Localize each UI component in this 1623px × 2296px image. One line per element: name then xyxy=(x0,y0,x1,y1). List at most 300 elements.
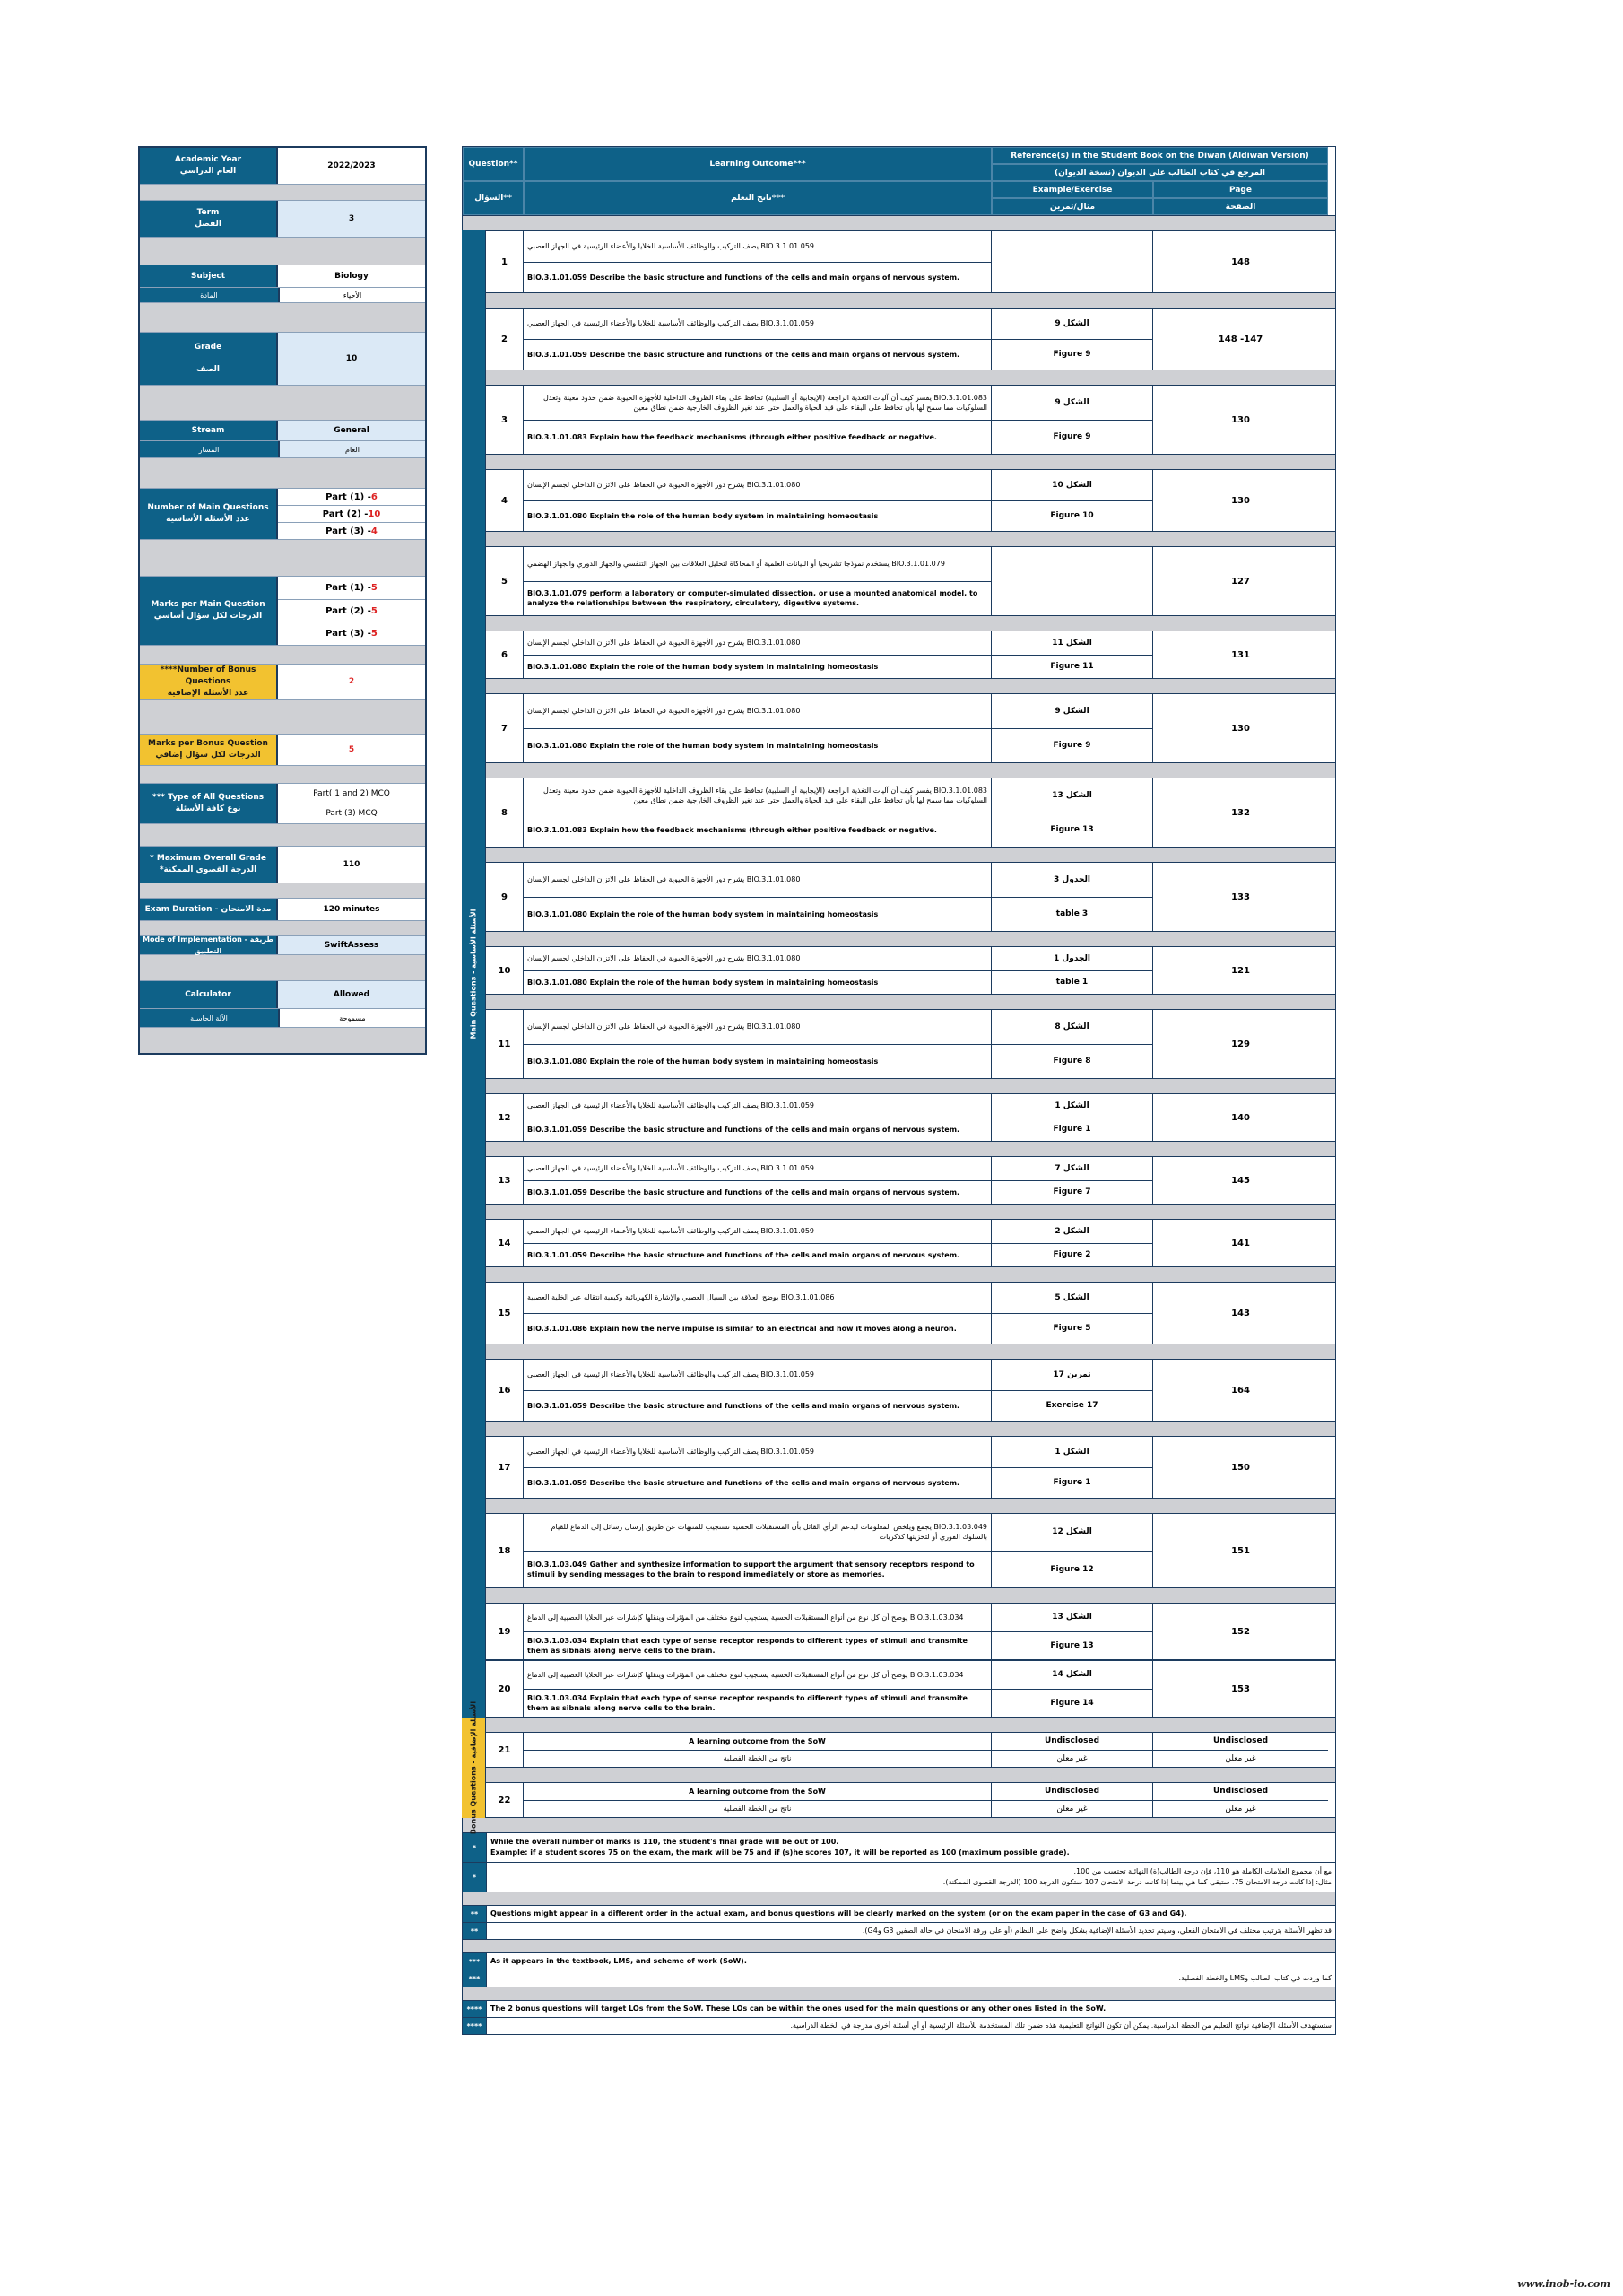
question-number: 19 xyxy=(486,1604,524,1659)
questions-list xyxy=(485,230,1336,1818)
row-spacer xyxy=(485,679,1336,693)
learning-outcome-ar: BIO.3.1.01.059 يصف التركيب والوظائف الأساسية للخلايا والأعضاء الرئيسية في الجهاز العصبي xyxy=(524,1094,991,1118)
learning-outcome-en: BIO.3.1.03.034 Explain that each type of sense receptor responds to different types of stimuli and transmite them as sibnals along nerve cells to the brain. xyxy=(527,1693,968,1712)
max-grade-label-ar: *الدرجة القصوى الممكنة xyxy=(159,865,257,874)
main-questions-part-2: Part (2) - 10 xyxy=(278,506,425,523)
learning-outcome-ar: BIO.3.1.01.059 يصف التركيب والوظائف الأساسية للخلايا والأعضاء الرئيسية في الجهاز العصبي xyxy=(524,1437,991,1468)
learning-outcome-en: BIO.3.1.01.059 Describe the basic structure and functions of the cells and main organs of nervous system. xyxy=(527,1401,960,1410)
page-number: 148 -147 xyxy=(1153,309,1328,370)
calculator-ar-row xyxy=(140,1009,425,1028)
reference-en: Figure 1 xyxy=(1053,1125,1091,1135)
learning-outcome-en: BIO.3.1.01.080 Explain the role of the human body system in maintaining homeostasis xyxy=(527,1057,879,1065)
note-row xyxy=(462,1970,1336,1987)
question-row xyxy=(485,631,1336,679)
note-text xyxy=(487,2018,1335,2034)
question-row xyxy=(485,1436,1336,1499)
reference-ar: الشكل 9 xyxy=(992,694,1152,729)
reference-en: Figure 14 xyxy=(1050,1698,1094,1708)
learning-outcome-ar: BIO.3.1.01.059 يصف التركيب والوظائف الأساسية للخلايا والأعضاء الرئيسية في الجهاز العصبي xyxy=(524,231,991,263)
max-grade-label-en: * Maximum Overall Grade xyxy=(150,854,266,863)
row-spacer xyxy=(485,848,1336,862)
reference-ar: الشكل 8 xyxy=(992,1010,1152,1045)
learning-outcome-ar: BIO.3.1.01.080 يشرح دور الأجهزة الحيوية في الحفاظ على الاتزان الداخلي لجسم الإنسان xyxy=(524,694,991,729)
note-line: As it appears in the textbook, LMS, and scheme of work (SoW). xyxy=(490,1957,747,1965)
header-example-ar: مثال/تمرين xyxy=(992,198,1153,215)
reference-ar: الشكل 11 xyxy=(992,631,1152,656)
term-value: 3 xyxy=(278,201,425,237)
reference-en: Figure 1 xyxy=(1053,1478,1091,1488)
term-label-ar: الفصل xyxy=(195,220,221,229)
exam-info-panel xyxy=(138,146,427,1055)
header-reference-en: Reference(s) in the Student Book on the Diwan (Aldiwan Version) xyxy=(992,147,1328,164)
page-number: 145 xyxy=(1153,1157,1328,1204)
bonus-lo-ar: ناتج من الخطة الفصلية xyxy=(723,1754,792,1763)
note-text xyxy=(487,2001,1335,2017)
question-row xyxy=(485,1603,1336,1660)
bonus-count-row xyxy=(140,665,425,700)
term-row xyxy=(140,201,425,238)
learning-outcome xyxy=(524,1360,992,1421)
page-number: 141 xyxy=(1153,1220,1328,1266)
row-spacer xyxy=(485,532,1336,546)
subject-ar-row xyxy=(140,288,425,303)
reference xyxy=(992,1661,1153,1717)
question-type-row xyxy=(140,784,425,824)
reference-ar: الشكل 7 xyxy=(992,1157,1152,1181)
academic-year-label xyxy=(140,148,278,184)
note-line-2: Example: if a student scores 75 on the exam, the mark will be 75 and if (s)he scores 107, it will be reported as 100 (maximum possible grade). xyxy=(490,1848,1070,1857)
header-page-en: Page xyxy=(1153,181,1328,198)
reference xyxy=(992,1604,1153,1659)
duration-value: 120 minutes xyxy=(278,899,425,920)
spacer xyxy=(140,766,425,784)
reference-en: table 3 xyxy=(1055,909,1089,919)
stream-value: General xyxy=(278,421,425,440)
page-number: 143 xyxy=(1153,1283,1328,1344)
question-row xyxy=(485,693,1336,763)
reference-en: Figure 9 xyxy=(1053,350,1091,360)
reference xyxy=(992,1437,1153,1498)
max-grade-label xyxy=(140,847,278,883)
spacer xyxy=(140,1028,425,1053)
question-row xyxy=(485,308,1336,370)
learning-outcome-en: BIO.3.1.01.059 Describe the basic structure and functions of the cells and main organs of nervous system. xyxy=(527,350,960,359)
reference-ar: الشكل 13 xyxy=(992,778,1152,813)
question-type-part-1-2: Part( 1 and 2) MCQ xyxy=(278,784,425,804)
question-number: 20 xyxy=(486,1661,524,1717)
note-marker: **** xyxy=(463,2018,487,2034)
stream-row xyxy=(140,421,425,441)
reference-ar: تمرين 17 xyxy=(992,1360,1152,1391)
bonus-reference xyxy=(992,1733,1153,1767)
reference-en: Figure 13 xyxy=(1050,1640,1094,1650)
note-marker: ** xyxy=(463,1923,487,1939)
questions-body xyxy=(462,230,1336,1835)
note-text xyxy=(487,1923,1335,1939)
learning-outcome-ar: BIO.3.1.01.059 يصف التركيب والوظائف الأساسية للخلايا والأعضاء الرئيسية في الجهاز العصبي xyxy=(524,1157,991,1181)
question-row xyxy=(485,1219,1336,1267)
header-lo-ar: ناتج التعلم*** xyxy=(524,181,992,215)
page-number: 148 xyxy=(1153,231,1328,292)
question-number: 12 xyxy=(486,1094,524,1141)
reference-ar: الشكل 9 xyxy=(992,386,1152,421)
reference xyxy=(992,547,1153,615)
question-type-label xyxy=(140,784,278,823)
question-number: 18 xyxy=(486,1514,524,1587)
question-number: 1 xyxy=(486,231,524,292)
row-spacer xyxy=(485,763,1336,778)
question-row xyxy=(485,1660,1336,1718)
reference xyxy=(992,309,1153,370)
question-row xyxy=(485,946,1336,995)
marks-part-3: Part (3) - 5 xyxy=(325,629,378,639)
note-marker: * xyxy=(463,1833,487,1862)
row-spacer xyxy=(485,1142,1336,1156)
notes-spacer xyxy=(462,1818,1336,1832)
question-row xyxy=(485,1513,1336,1588)
learning-outcome-en: BIO.3.1.01.059 Describe the basic structure and functions of the cells and main organs of nervous system. xyxy=(527,273,960,282)
bonus-learning-outcome xyxy=(524,1733,992,1767)
reference-en xyxy=(992,581,1152,615)
question-row xyxy=(485,385,1336,455)
spacer xyxy=(140,386,425,421)
bonus-page xyxy=(1153,1783,1328,1817)
learning-outcome xyxy=(524,778,992,847)
learning-outcome-en: BIO.3.1.01.083 Explain how the feedback mechanisms (through either positive feedback or negative. xyxy=(527,825,937,834)
grade-label xyxy=(140,333,278,385)
row-spacer xyxy=(485,1079,1336,1093)
implementation-value: SwiftAssess xyxy=(278,936,425,954)
spacer xyxy=(140,238,425,265)
subject-value: Biology xyxy=(278,265,425,287)
main-questions-part-3: Part (3) - 4 xyxy=(325,526,378,536)
grade-label-en: Grade xyxy=(194,343,222,352)
page-number: 133 xyxy=(1153,863,1328,931)
main-questions-band-label: Main Questions - الأسئلة الأساسية xyxy=(469,909,478,1039)
header-spacer xyxy=(462,216,1336,230)
calculator-row xyxy=(140,981,425,1009)
page-number: 140 xyxy=(1153,1094,1328,1141)
bonus-marks-label-en: Marks per Bonus Question xyxy=(148,739,268,748)
learning-outcome-en: BIO.3.1.03.049 Gather and synthesize information to support the argument that sensory receptors respond to stimuli by sending messages to the brain to respond immediately or store as memories. xyxy=(527,1560,975,1578)
reference-ar xyxy=(992,231,1152,262)
bonus-question-number: 22 xyxy=(486,1783,524,1817)
learning-outcome xyxy=(524,1220,992,1266)
question-row xyxy=(485,862,1336,932)
learning-outcome xyxy=(524,231,992,292)
bonus-marks-label-ar: الدرجات لكل سؤال إضافي xyxy=(155,751,261,760)
grade-label-ar: الصف xyxy=(195,365,221,374)
notes-spacer xyxy=(462,1940,1336,1952)
bonus-count-value: 2 xyxy=(278,665,425,699)
learning-outcome xyxy=(524,309,992,370)
main-questions-label-ar: عدد الأسئلة الأساسية xyxy=(166,515,250,524)
main-questions-label-en: Number of Main Questions xyxy=(147,503,269,512)
reference xyxy=(992,778,1153,847)
bonus-marks-label xyxy=(140,735,278,765)
learning-outcome-en: BIO.3.1.03.034 Explain that each type of sense receptor responds to different types of stimuli and transmite them as sibnals along nerve cells to the brain. xyxy=(527,1636,968,1655)
learning-outcome-en: BIO.3.1.01.080 Explain the role of the human body system in maintaining homeostasis xyxy=(527,909,879,918)
bonus-count-label-ar: عدد الأسئلة الإضافية xyxy=(167,688,249,698)
learning-outcome-en: BIO.3.1.01.059 Describe the basic structure and functions of the cells and main organs of nervous system. xyxy=(527,1125,960,1134)
row-spacer xyxy=(485,616,1336,631)
reference xyxy=(992,1514,1153,1587)
marks-per-main-values xyxy=(278,577,425,645)
row-spacer xyxy=(485,1344,1336,1359)
main-questions-values xyxy=(278,489,425,539)
page-number: 151 xyxy=(1153,1514,1328,1587)
row-spacer xyxy=(485,455,1336,469)
bonus-marks-value: 5 xyxy=(278,735,425,765)
header-question-en: Question** xyxy=(463,147,524,181)
learning-outcome xyxy=(524,1514,992,1587)
note-text xyxy=(487,1970,1335,1987)
bonus-lo-en: A learning outcome from the SoW xyxy=(524,1733,991,1751)
header-reference-ar: المرجع في كتاب الطالب على الديوان (نسخة الديوان) xyxy=(992,164,1328,181)
question-row xyxy=(485,546,1336,616)
reference-en: Figure 5 xyxy=(1053,1324,1091,1334)
reference xyxy=(992,1094,1153,1141)
learning-outcome xyxy=(524,1157,992,1204)
implementation-label: Mode of Implementation - طريقة التطبيق xyxy=(140,936,278,954)
reference xyxy=(992,947,1153,994)
learning-outcome-ar: BIO.3.1.01.083 يفسر كيف أن آليات التغذية الراجعة (الإيجابية أو السلبية) تحافظ على بقاء الظروف الداخلية للأجهزة الحيوية ضمن حدود معينة وتعدل السلوكيات مما سمح لها بأن تحافظ على البقاء على قيد الحياة والعمل حتى عند تغير الظروف الخارجية ضمن نطاق معين xyxy=(524,778,991,813)
reference-en xyxy=(992,262,1152,292)
learning-outcome xyxy=(524,1094,992,1141)
reference-en: Figure 12 xyxy=(1050,1564,1094,1574)
note-line: While the overall number of marks is 110, the student's final grade will be out of 100. xyxy=(490,1838,839,1846)
note-line: كما وردت في كتاب الطالب وLMS والخطة الفصلية. xyxy=(1178,1974,1332,1982)
learning-outcome-en: BIO.3.1.01.059 Describe the basic structure and functions of the cells and main organs of nervous system. xyxy=(527,1250,960,1259)
stream-value-ar: العام xyxy=(280,441,425,457)
question-row xyxy=(485,1282,1336,1344)
learning-outcome xyxy=(524,1604,992,1659)
reference-ar: الشكل 10 xyxy=(992,470,1152,501)
learning-outcome xyxy=(524,947,992,994)
question-number: 9 xyxy=(486,863,524,931)
bonus-lo-ar: ناتج من الخطة الفصلية xyxy=(723,1805,792,1813)
marks-per-main-label xyxy=(140,577,278,645)
learning-outcome xyxy=(524,863,992,931)
calculator-label-ar: الآلة الحاسبة xyxy=(140,1009,280,1027)
reference xyxy=(992,231,1153,292)
reference-en: Figure 13 xyxy=(1050,825,1094,835)
question-type-label-ar: نوع كافة الأسئلة xyxy=(175,804,241,813)
question-number: 4 xyxy=(486,470,524,531)
learning-outcome-ar: BIO.3.1.01.079 يستخدم نموذجا تشريحيا أو البيانات العلمية أو المحاكاة لتحليل العلاقات بين الجهاز التنفسي والجهاز الدوري والجهاز الهضمي xyxy=(524,547,991,582)
learning-outcome xyxy=(524,694,992,762)
stream-ar-row xyxy=(140,441,425,458)
reference-ar: الشكل 14 xyxy=(992,1661,1152,1690)
note-text xyxy=(487,1953,1335,1970)
duration-label: Exam Duration - مدة الامتحان xyxy=(140,899,278,920)
learning-outcome-en: BIO.3.1.01.080 Explain the role of the human body system in maintaining homeostasis xyxy=(527,662,879,671)
header-lo-en: Learning Outcome*** xyxy=(524,147,992,181)
row-spacer xyxy=(485,293,1336,308)
question-row xyxy=(485,778,1336,848)
row-spacer xyxy=(485,932,1336,946)
bonus-reference-ar: غير معلن xyxy=(1056,1804,1088,1813)
learning-outcome-ar: BIO.3.1.01.086 يوضح العلاقة بين السيال العصبي والإشارة الكهربائية وكيفية انتقاله عبر الخلية العصبية xyxy=(524,1283,991,1314)
main-questions-label xyxy=(140,489,278,539)
question-row xyxy=(485,1359,1336,1422)
bonus-page xyxy=(1153,1733,1328,1767)
note-row xyxy=(462,1952,1336,1970)
page-number: 130 xyxy=(1153,694,1328,762)
reference-en: Figure 7 xyxy=(1053,1187,1091,1197)
table-header xyxy=(462,146,1336,216)
reference-ar: الجدول 3 xyxy=(992,863,1152,898)
question-number: 13 xyxy=(486,1157,524,1204)
spacer xyxy=(140,646,425,665)
learning-outcome xyxy=(524,1010,992,1078)
learning-outcome-en: BIO.3.1.01.080 Explain the role of the human body system in maintaining homeostasis xyxy=(527,978,879,987)
note-line: The 2 bonus questions will target LOs from the SoW. These LOs can be within the ones used for the main questions or any other ones listed in the SoW. xyxy=(490,2005,1107,2013)
academic-year-value: 2022/2023 xyxy=(278,148,425,184)
header-question-ar: السؤال** xyxy=(463,181,524,215)
note-line: مع أن مجموع العلامات الكاملة هو 110، فإن درجة الطالب(ة) النهائية تحتسب من 100. xyxy=(1073,1867,1332,1875)
section-sidebar xyxy=(462,230,485,1835)
spacer xyxy=(140,955,425,981)
question-number: 10 xyxy=(486,947,524,994)
note-marker: **** xyxy=(463,2001,487,2017)
row-spacer xyxy=(485,1267,1336,1282)
bonus-learning-outcome xyxy=(524,1783,992,1817)
reference-ar: الشكل 13 xyxy=(992,1604,1152,1632)
learning-outcome xyxy=(524,1283,992,1344)
page-number: 150 xyxy=(1153,1437,1328,1498)
note-marker: *** xyxy=(463,1970,487,1987)
spacer xyxy=(140,700,425,735)
reference-ar: الشكل 1 xyxy=(992,1437,1152,1468)
question-number: 16 xyxy=(486,1360,524,1421)
bonus-page-en: Undisclosed xyxy=(1153,1733,1328,1751)
bonus-page-ar: غير معلن xyxy=(1225,1753,1256,1763)
academic-year-row xyxy=(140,148,425,185)
reference-ar: الشكل 2 xyxy=(992,1220,1152,1244)
calculator-label: Calculator xyxy=(140,981,278,1008)
note-line: قد تظهر الأسئلة بترتيب مختلف في الامتحان الفعلي، وسيتم تحديد الأسئلة الإضافية بشكل واضح على النظام (أو على ورقة الامتحان في حالة الصفين G3 وG4). xyxy=(862,1926,1332,1935)
note-text xyxy=(487,1863,1335,1892)
term-label-en: Term xyxy=(196,208,220,217)
reference-ar xyxy=(992,547,1152,581)
question-number: 14 xyxy=(486,1220,524,1266)
question-type-label-en: *** Type of All Questions xyxy=(152,793,265,802)
learning-outcome-ar: BIO.3.1.01.059 يصف التركيب والوظائف الأساسية للخلايا والأعضاء الرئيسية في الجهاز العصبي xyxy=(524,309,991,340)
max-grade-value: 110 xyxy=(278,847,425,883)
reference-en: Figure 10 xyxy=(1050,511,1094,521)
page-number: 127 xyxy=(1153,547,1328,615)
note-row xyxy=(462,1832,1336,1863)
note-row xyxy=(462,1923,1336,1940)
note-line: Questions might appear in a different order in the actual exam, and bonus questions will be clearly marked on the system (or on the exam paper in the case of G3 and G4). xyxy=(490,1909,1187,1918)
learning-outcome-en: BIO.3.1.01.059 Describe the basic structure and functions of the cells and main organs of nervous system. xyxy=(527,1187,960,1196)
spacer xyxy=(140,824,425,847)
notes-spacer xyxy=(462,1892,1336,1905)
marks-part-2: Part (2) - 5 xyxy=(278,600,425,623)
bonus-question-row xyxy=(485,1782,1336,1818)
note-marker: ** xyxy=(463,1906,487,1922)
note-marker: * xyxy=(463,1863,487,1892)
learning-outcome xyxy=(524,470,992,531)
learning-outcome-ar: BIO.3.1.01.080 يشرح دور الأجهزة الحيوية في الحفاظ على الاتزان الداخلي لجسم الإنسان xyxy=(524,1010,991,1045)
page-number: 132 xyxy=(1153,778,1328,847)
learning-outcome-en: BIO.3.1.01.080 Explain the role of the human body system in maintaining homeostasis xyxy=(527,511,879,520)
reference xyxy=(992,1360,1153,1421)
learning-outcome-ar: BIO.3.1.01.080 يشرح دور الأجهزة الحيوية في الحفاظ على الاتزان الداخلي لجسم الإنسان xyxy=(524,470,991,501)
bonus-questions-band-label: Bonus Questions - الأسئلة الإضافية xyxy=(469,1700,478,1835)
reference-en: Figure 2 xyxy=(1053,1250,1091,1260)
learning-outcome-en: BIO.3.1.01.086 Explain how the nerve impulse is similar to an electrical and how it moves along a neuron. xyxy=(527,1324,957,1333)
page-number: 121 xyxy=(1153,947,1328,994)
reference-ar: الشكل 9 xyxy=(992,309,1152,340)
bonus-reference-en: Undisclosed xyxy=(992,1783,1152,1801)
academic-year-label-ar: العام الدراسي xyxy=(179,167,237,176)
learning-outcome xyxy=(524,1661,992,1717)
reference xyxy=(992,1157,1153,1204)
learning-outcome-ar: BIO.3.1.01.059 يصف التركيب والوظائف الأساسية للخلايا والأعضاء الرئيسية في الجهاز العصبي xyxy=(524,1220,991,1244)
subject-label-ar: المادة xyxy=(140,288,280,302)
questions-table xyxy=(462,146,1336,2035)
row-spacer xyxy=(485,995,1336,1009)
note-row xyxy=(462,1905,1336,1923)
max-grade-row xyxy=(140,847,425,883)
reference-ar: الشكل 12 xyxy=(992,1514,1152,1552)
learning-outcome-ar: BIO.3.1.01.083 يفسر كيف أن آليات التغذية الراجعة (الإيجابية أو السلبية) تحافظ على بقاء الظروف الداخلية للأجهزة الحيوية ضمن حدود معينة وتعدل السلوكيات مما سمح لها بأن تحافظ على البقاء على قيد الحياة والعمل حتى عند تغير الظروف الخارجية ضمن نطاق معين xyxy=(524,386,991,421)
reference-en: Figure 9 xyxy=(1053,741,1091,751)
question-number: 11 xyxy=(486,1010,524,1078)
row-spacer xyxy=(485,1499,1336,1513)
subject-label: Subject xyxy=(140,265,278,287)
bonus-reference-ar: غير معلن xyxy=(1056,1753,1088,1763)
implementation-row xyxy=(140,936,425,955)
row-spacer xyxy=(485,1588,1336,1603)
note-row xyxy=(462,2018,1336,2035)
reference-en: Figure 8 xyxy=(1053,1057,1091,1066)
question-number: 3 xyxy=(486,386,524,454)
bonus-question-number: 21 xyxy=(486,1733,524,1767)
duration-row xyxy=(140,899,425,921)
learning-outcome-ar: BIO.3.1.01.059 يصف التركيب والوظائف الأساسية للخلايا والأعضاء الرئيسية في الجهاز العصبي xyxy=(524,1360,991,1391)
learning-outcome xyxy=(524,631,992,678)
bonus-page-ar: غير معلن xyxy=(1225,1804,1256,1813)
question-number: 6 xyxy=(486,631,524,678)
learning-outcome-ar: BIO.3.1.01.080 يشرح دور الأجهزة الحيوية في الحفاظ على الاتزان الداخلي لجسم الإنسان xyxy=(524,863,991,898)
stream-label-ar: المسار xyxy=(140,441,280,457)
bonus-reference-en: Undisclosed xyxy=(992,1733,1152,1751)
reference xyxy=(992,386,1153,454)
bonus-count-label xyxy=(140,665,278,699)
subject-value-ar: الأحياء xyxy=(343,291,362,300)
learning-outcome-ar: BIO.3.1.03.049 يجمع ويلخص المعلومات ليدعم الرأي القائل بأن المستقبلات الحسية تستجيب للمنبهات عن طريق إرسال رسائل إلى الدماغ للقيام بالسلوك الفوري أو لتخزينها كذكريات xyxy=(524,1514,991,1552)
learning-outcome xyxy=(524,1437,992,1498)
bonus-question-row xyxy=(485,1732,1336,1768)
site-footer: www.inob-io.com xyxy=(1517,2278,1610,2290)
learning-outcome-en: BIO.3.1.01.059 Describe the basic structure and functions of the cells and main organs of nervous system. xyxy=(527,1478,960,1487)
reference-en: Figure 9 xyxy=(1053,432,1091,442)
note-text xyxy=(487,1833,1335,1862)
subject-row xyxy=(140,265,425,288)
reference xyxy=(992,1220,1153,1266)
learning-outcome-ar: BIO.3.1.03.034 يوضح أن كل نوع من أنواع المستقبلات الحسية يستجيب لنوع مختلف من المؤثرات وينقلها كإشارات عبر الخلايا العصبية إلى الدماغ xyxy=(524,1661,991,1690)
question-row xyxy=(485,230,1336,293)
calculator-value-ar: مسموحة xyxy=(339,1013,366,1022)
header-page-ar: الصفحة xyxy=(1153,198,1328,215)
note-line: ستستهدف الأسئلة الإضافية نواتج التعليم من الخطة الدراسية. يمكن أن تكون النواتج التعليمية هذه ضمن تلك المستخدمة للأسئلة الرئيسية أو أي أسئلة أخرى مدرجة في الخطة الدراسية. xyxy=(790,2022,1332,2030)
spacer xyxy=(140,185,425,201)
row-spacer xyxy=(485,1205,1336,1219)
bonus-reference xyxy=(992,1783,1153,1817)
